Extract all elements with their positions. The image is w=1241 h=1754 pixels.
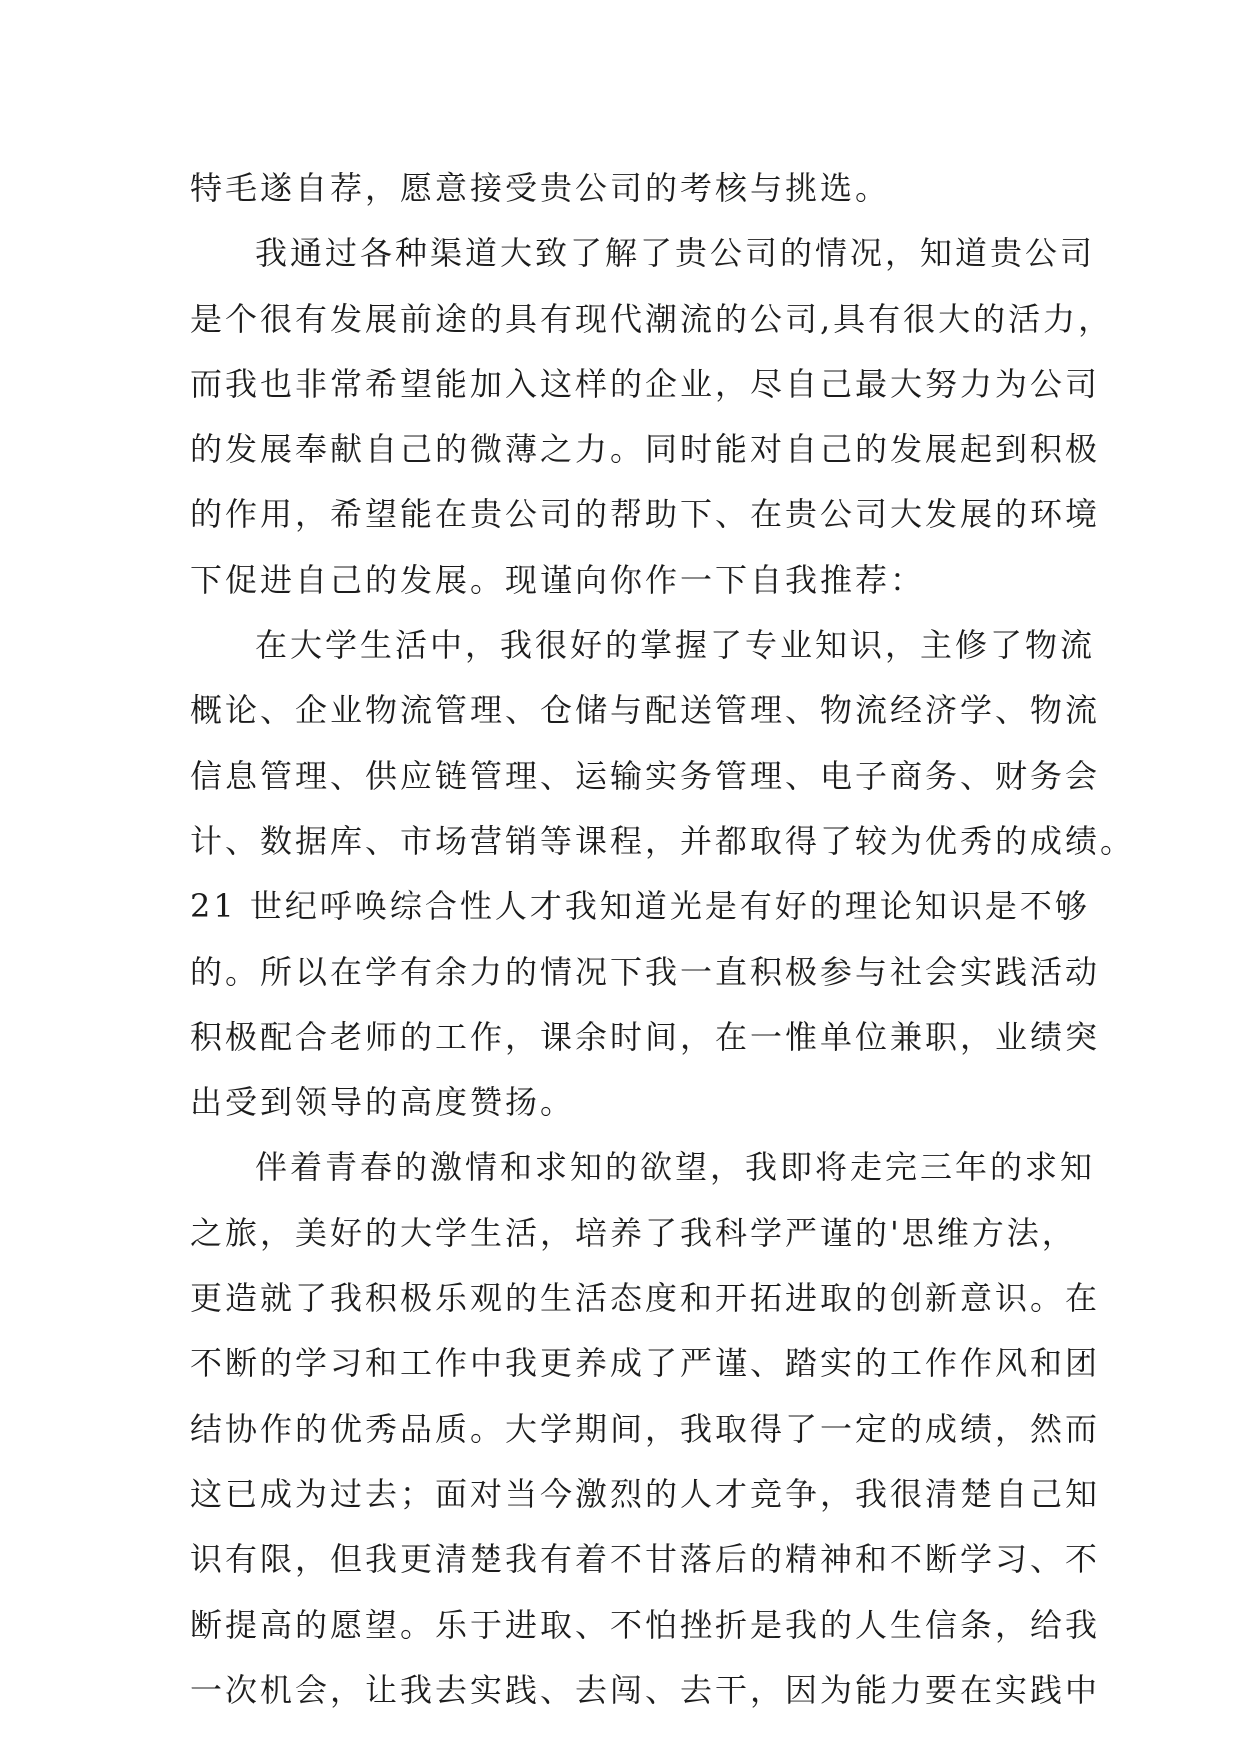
text-line: 而我也非常希望能加入这样的企业，尽自己最大努力为公司 xyxy=(190,364,1101,403)
text-line: 我通过各种渠道大致了解了贵公司的情况，知道贵公司 xyxy=(255,234,1096,273)
text-line: 更造就了我积极乐观的生活态度和开拓进取的创新意识。在 xyxy=(190,1279,1101,1318)
text-line: 之旅，美好的大学生活，培养了我科学严谨的'思维方法， xyxy=(190,1213,1077,1252)
text-line: 21 世纪呼唤综合性人才我知道光是有好的理论知识是不够 xyxy=(190,887,1090,926)
text-line: 断提高的愿望。乐于进取、不怕挫折是我的人生信条，给我 xyxy=(190,1605,1101,1644)
text-line: 下促进自己的发展。现谨向你作一下自我推荐： xyxy=(190,560,926,599)
text-line: 这已成为过去；面对当今激烈的人才竞争，我很清楚自己知 xyxy=(190,1474,1101,1513)
text-line: 不断的学习和工作中我更养成了严谨、踏实的工作作风和团 xyxy=(190,1344,1101,1383)
text-line: 积极配合老师的工作，课余时间，在一惟单位兼职，业绩突 xyxy=(190,1017,1101,1056)
text-line: 出受到领导的高度赞扬。 xyxy=(190,1083,576,1122)
text-line: 的作用，希望能在贵公司的帮助下、在贵公司大发展的环境 xyxy=(190,495,1101,534)
text-line: 概论、企业物流管理、仓储与配送管理、物流经济学、物流 xyxy=(190,691,1101,730)
text-line: 的。所以在学有余力的情况下我一直积极参与社会实践活动 xyxy=(190,952,1101,991)
text-line: 特毛遂自荐，愿意接受贵公司的考核与挑选。 xyxy=(190,169,891,207)
text-line: 计、数据库、市场营销等课程，并都取得了较为优秀的成绩。 xyxy=(190,821,1136,860)
text-line: 结协作的优秀品质。大学期间，我取得了一定的成绩，然而 xyxy=(190,1409,1101,1448)
text-line: 一次机会，让我去实践、去闯、去干，因为能力要在实践中 xyxy=(190,1670,1101,1709)
body-text xyxy=(190,156,1136,1723)
text-line: 的发展奉献自己的微薄之力。同时能对自己的发展起到积极 xyxy=(190,430,1101,469)
text-line: 识有限，但我更清楚我有着不甘落后的精神和不断学习、不 xyxy=(190,1540,1101,1579)
text-line: 是个很有发展前途的具有现代潮流的公司,具有很大的活力， xyxy=(190,299,1114,338)
text-line: 伴着青春的激情和求知的欲望，我即将走完三年的求知 xyxy=(255,1148,1096,1187)
text-line: 信息管理、供应链管理、运输实务管理、电子商务、财务会 xyxy=(190,756,1101,795)
text-line: 在大学生活中，我很好的掌握了专业知识，主修了物流 xyxy=(255,626,1096,665)
